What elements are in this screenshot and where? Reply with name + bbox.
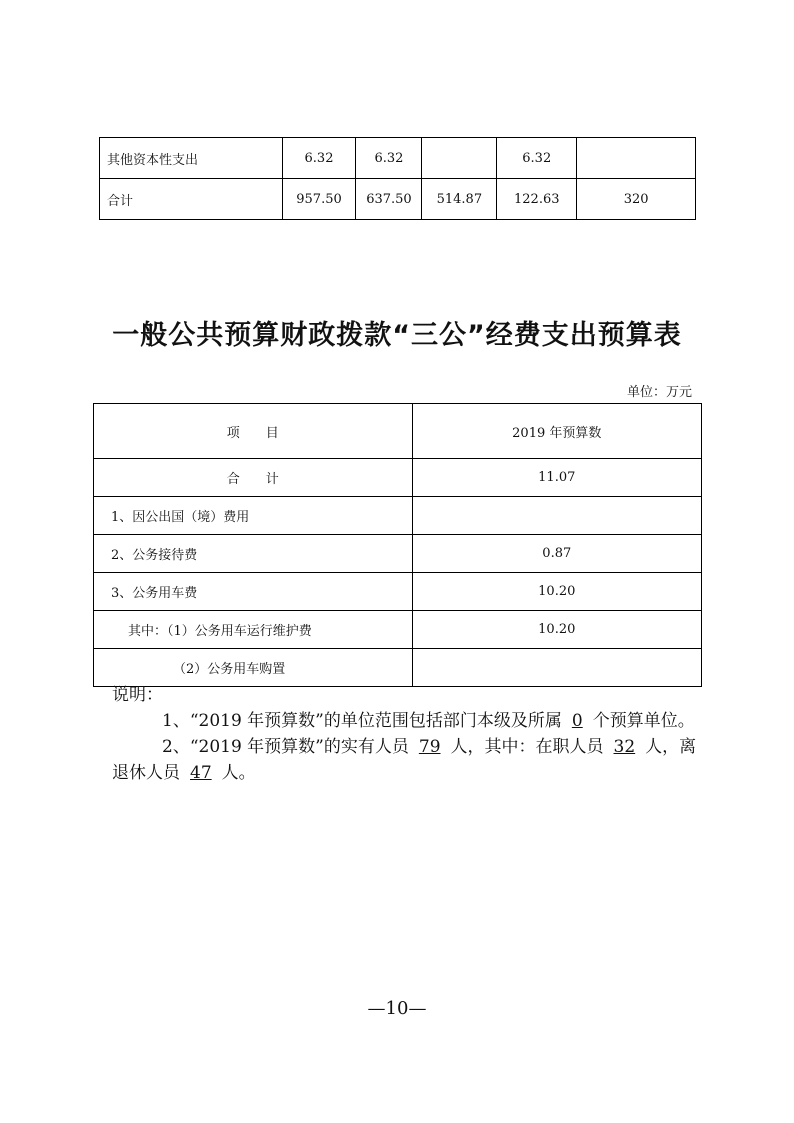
row-value: 0.87	[412, 535, 701, 573]
row-label: 1、因公出国（境）费用	[94, 497, 413, 535]
cell: 6.32	[356, 138, 422, 179]
page-number: —10—	[367, 998, 427, 1019]
row-label: 其中：（1）公务用车运行维护费	[94, 611, 413, 649]
row-value: 10.20	[412, 611, 701, 649]
note-value: 32	[613, 737, 636, 757]
cell: 122.63	[497, 179, 577, 220]
cell	[577, 138, 696, 179]
note-1	[112, 708, 702, 734]
table-row	[94, 459, 702, 497]
note-text: 1、“2019 年预算数”的单位范围包括部门本级及所属	[162, 711, 562, 731]
row-label: 合计	[100, 179, 283, 220]
page-title: 一般公共预算财政拨款“三公”经费支出预算表	[112, 320, 682, 351]
row-label: 其他资本性支出	[100, 138, 283, 179]
cell: 514.87	[422, 179, 497, 220]
notes	[112, 682, 702, 786]
table-header-row	[94, 404, 702, 459]
cell: 320	[577, 179, 696, 220]
row-value	[412, 649, 701, 687]
row-value	[412, 497, 701, 535]
notes-heading: 说明：	[112, 685, 163, 705]
row-value: 11.07	[412, 459, 701, 497]
table-row	[100, 179, 696, 220]
cell	[422, 138, 497, 179]
cell: 637.50	[356, 179, 422, 220]
table-row	[100, 138, 696, 179]
note-value: 47	[190, 763, 212, 783]
unit-label: 单位：万元	[626, 385, 692, 400]
note-text: 2、“2019 年预算数”的实有人员	[162, 737, 409, 757]
note-text: 人。	[221, 763, 256, 783]
note-text: 人，其中：在职人员	[450, 737, 604, 757]
table-row	[94, 649, 702, 687]
table-row	[94, 611, 702, 649]
sangong-budget-table	[93, 403, 702, 687]
cell: 6.32	[282, 138, 356, 179]
cell: 6.32	[497, 138, 577, 179]
budget-continuation-table	[99, 137, 696, 220]
row-label: 3、公务用车费	[94, 573, 413, 611]
column-header-item: 项 目	[94, 404, 413, 459]
column-header-budget: 2019 年预算数	[412, 404, 701, 459]
note-value: 0	[571, 711, 583, 731]
row-value: 10.20	[412, 573, 701, 611]
note-text: 人，离退休人员	[112, 737, 697, 783]
table-row	[94, 573, 702, 611]
row-label: （2）公务用车购置	[94, 649, 413, 687]
table-row	[94, 497, 702, 535]
note-value: 79	[418, 737, 441, 757]
row-label: 2、公务接待费	[94, 535, 413, 573]
table-row	[94, 535, 702, 573]
note-2	[112, 734, 702, 786]
note-text: 个预算单位。	[592, 711, 695, 731]
row-label: 合 计	[94, 459, 413, 497]
cell: 957.50	[282, 179, 356, 220]
